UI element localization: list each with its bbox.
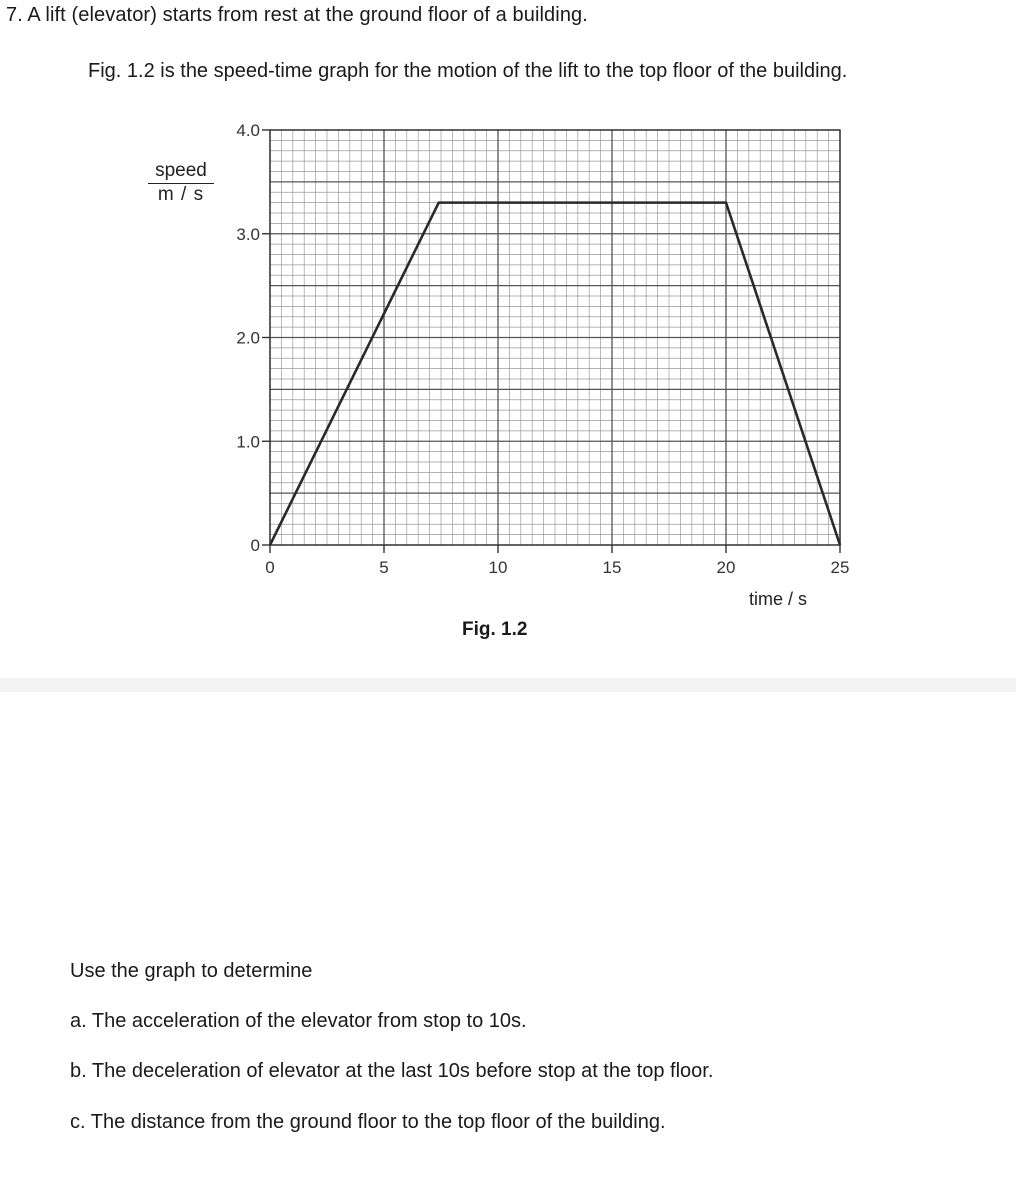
task-intro: Use the graph to determine (70, 960, 313, 982)
x-tick-label: 5 (379, 558, 389, 577)
x-tick-label: 20 (716, 558, 736, 577)
y-axis-quantity: speed (148, 160, 214, 184)
x-tick-label: 10 (488, 558, 508, 577)
x-tick-label: 25 (830, 558, 850, 577)
y-tick-label: 2.0 (236, 328, 260, 348)
y-tick-label: 4.0 (236, 121, 260, 140)
task-item-c: c. The distance from the ground floor to the top floor of the building. (70, 1111, 666, 1133)
x-axis-label: time / s (749, 589, 808, 609)
y-axis-unit: m / s (157, 184, 205, 205)
y-tick-label: 3.0 (236, 224, 260, 244)
tick-labels (236, 121, 849, 577)
y-tick-label: 0 (250, 536, 260, 555)
figure-intro-text: Fig. 1.2 is the speed-time graph for the motion of the lift to the top floor of the building. (88, 60, 848, 82)
y-tick-label: 1.0 (236, 432, 260, 452)
figure-caption: Fig. 1.2 (462, 619, 528, 640)
task-item-a: a. The acceleration of the elevator from stop to 10s. (70, 1010, 527, 1032)
section-divider (0, 678, 1016, 692)
task-item-b: b. The deceleration of elevator at the last 10s before stop at the top floor. (70, 1060, 714, 1082)
x-tick-label: 0 (265, 558, 275, 577)
x-tick-label: 15 (602, 558, 622, 577)
question-title: 7. A lift (elevator) starts from rest at the ground floor of a building. (6, 4, 588, 26)
tick-marks (262, 130, 840, 553)
